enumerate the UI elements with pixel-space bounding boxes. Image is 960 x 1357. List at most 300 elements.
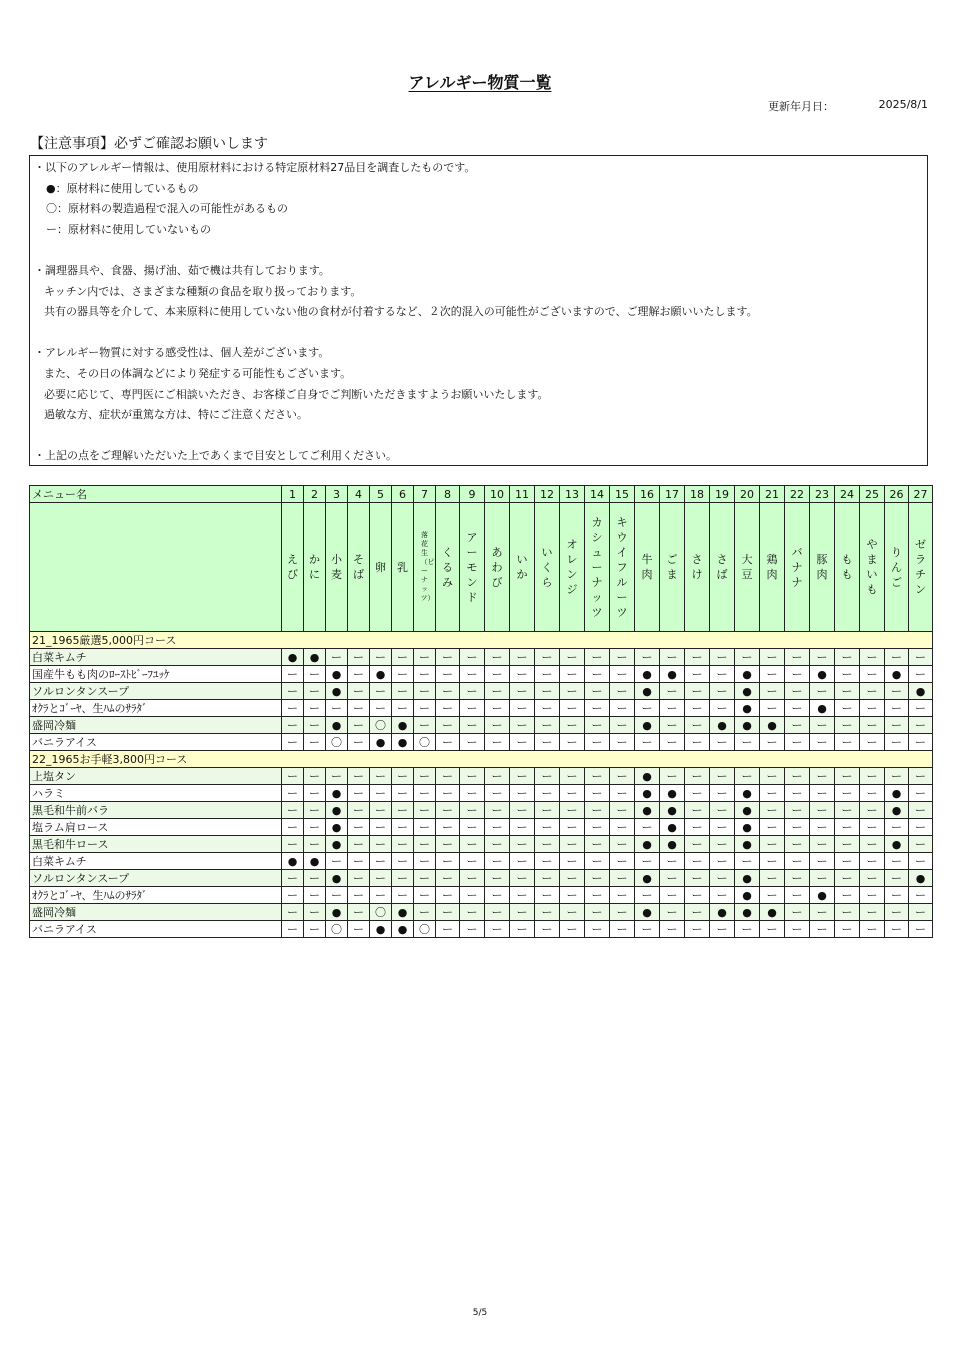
allergen-mark: ー [510, 921, 535, 938]
allergen-mark: ー [860, 649, 885, 666]
allergen-mark: ● [282, 649, 304, 666]
allergen-name-label: キウイフルーツ [616, 515, 628, 619]
allergen-name [282, 503, 304, 632]
allergen-mark: ー [485, 853, 510, 870]
allergen-number: 17 [660, 486, 685, 503]
allergen-mark: ー [460, 666, 485, 683]
allergen-mark: ー [810, 785, 835, 802]
allergen-mark: ー [710, 700, 735, 717]
allergen-mark: ー [885, 887, 909, 904]
allergen-mark: ー [304, 870, 326, 887]
allergen-name-label: 落花生（ピーナッツ） [420, 530, 435, 602]
allergen-mark: ー [785, 734, 810, 751]
allergen-mark: ー [560, 802, 585, 819]
allergen-mark: ー [348, 666, 370, 683]
allergen-mark: ー [326, 649, 348, 666]
allergen-mark: ー [585, 836, 610, 853]
allergen-mark: ー [560, 649, 585, 666]
allergen-mark: ー [909, 649, 933, 666]
allergen-mark: ● [735, 717, 760, 734]
allergen-name-label: くるみ [442, 545, 453, 589]
allergen-mark: ー [560, 819, 585, 836]
allergen-mark: ー [635, 819, 660, 836]
allergen-mark: ー [436, 666, 460, 683]
allergen-mark: ー [436, 904, 460, 921]
allergen-name [785, 503, 810, 632]
allergen-mark: ● [710, 904, 735, 921]
allergen-mark: ● [885, 836, 909, 853]
allergen-mark: ー [535, 785, 560, 802]
updated-label: 更新年月日： [768, 100, 834, 113]
allergen-mark: ー [909, 785, 933, 802]
allergen-name-label: ゼラチン [915, 538, 926, 596]
allergen-mark: ー [510, 785, 535, 802]
allergen-number: 9 [460, 486, 485, 503]
table-row [30, 734, 933, 751]
allergen-mark: 〇 [326, 734, 348, 751]
allergen-mark: ー [392, 887, 414, 904]
allergen-mark: ー [485, 921, 510, 938]
table-row [30, 853, 933, 870]
allergen-mark: ー [735, 768, 760, 785]
allergen-mark: ー [370, 853, 392, 870]
allergen-mark: ー [610, 700, 635, 717]
allergen-name [585, 503, 610, 632]
allergen-mark: ー [835, 887, 860, 904]
allergen-mark: ー [348, 904, 370, 921]
allergen-mark: ー [460, 717, 485, 734]
menu-name-header: メニュー名 [30, 486, 282, 503]
allergen-name-label: りんご [891, 545, 902, 589]
allergen-mark: ー [685, 717, 710, 734]
notice-line: ・調理器具や、食器、揚げ油、茹で機は共有しております。 [34, 264, 330, 277]
allergen-name [735, 503, 760, 632]
allergen-mark: ー [510, 870, 535, 887]
allergen-mark: ー [735, 734, 760, 751]
allergen-mark: ー [860, 785, 885, 802]
table-row [30, 887, 933, 904]
allergen-mark: ー [436, 700, 460, 717]
allergen-mark: ● [660, 666, 685, 683]
allergen-mark: ー [885, 921, 909, 938]
menu-item-name: 黒毛和牛ロース [30, 836, 282, 853]
allergen-mark: ● [635, 870, 660, 887]
allergen-mark: ● [760, 717, 785, 734]
notice-line: 〇：原材料の製造過程で混入の可能性があるもの [46, 202, 288, 216]
allergen-mark: 〇 [414, 921, 436, 938]
allergen-mark: 〇 [414, 734, 436, 751]
allergen-mark: 〇 [370, 904, 392, 921]
allergen-mark: ● [735, 887, 760, 904]
allergen-mark: ー [370, 785, 392, 802]
allergen-mark: ー [660, 683, 685, 700]
allergen-mark: ー [685, 921, 710, 938]
allergen-mark: ー [510, 836, 535, 853]
allergen-mark: ー [348, 734, 370, 751]
allergen-mark: ー [760, 921, 785, 938]
allergen-mark: ー [760, 802, 785, 819]
allergen-mark: ー [370, 700, 392, 717]
allergen-name-label: いか [516, 553, 528, 581]
allergen-mark: ー [560, 853, 585, 870]
allergen-mark: ー [610, 921, 635, 938]
allergen-mark: ー [282, 717, 304, 734]
allergen-mark: ー [710, 887, 735, 904]
allergen-mark: ● [370, 921, 392, 938]
allergen-mark: ー [560, 921, 585, 938]
allergen-number: 8 [436, 486, 460, 503]
table-row [30, 717, 933, 734]
allergen-mark: ● [810, 887, 835, 904]
allergen-name-label: もも [841, 553, 853, 581]
allergen-mark: ● [635, 836, 660, 853]
allergen-mark: ー [304, 836, 326, 853]
allergen-mark: ー [685, 785, 710, 802]
allergen-mark: ー [785, 870, 810, 887]
allergen-mark: ー [685, 836, 710, 853]
table-row [30, 683, 933, 700]
allergen-mark: ー [710, 683, 735, 700]
updated-value: 2025/8/1 [878, 98, 928, 111]
allergen-mark: ー [414, 904, 436, 921]
allergen-name-label: 乳 [397, 560, 408, 574]
allergen-number: 22 [785, 486, 810, 503]
allergen-mark: ー [610, 649, 635, 666]
allergen-mark: ー [835, 768, 860, 785]
allergen-mark: ー [485, 683, 510, 700]
allergen-mark: ● [635, 785, 660, 802]
allergen-mark: ー [585, 802, 610, 819]
allergen-mark: ● [326, 819, 348, 836]
allergen-name-label: アーモンド [466, 530, 478, 604]
allergen-mark: ー [909, 887, 933, 904]
allergen-mark: ー [436, 785, 460, 802]
allergen-mark: ー [610, 853, 635, 870]
allergen-mark: ● [735, 870, 760, 887]
allergen-mark: ー [685, 870, 710, 887]
menu-item-name: ｵｸﾗとｺﾞｰﾔ、生ﾊﾑのｻﾗﾀﾞ [30, 887, 282, 904]
allergen-mark: ー [835, 921, 860, 938]
allergen-mark: ー [860, 717, 885, 734]
allergen-mark: ー [436, 836, 460, 853]
allergen-mark: ー [860, 836, 885, 853]
allergen-mark: ー [760, 853, 785, 870]
table-row [30, 836, 933, 853]
allergen-mark: ー [610, 683, 635, 700]
allergen-mark: ー [585, 666, 610, 683]
allergen-mark: ー [585, 904, 610, 921]
menu-item-name: 国産牛もも肉のﾛｰｽﾄﾋﾞｰﾌﾕｯｹ [30, 666, 282, 683]
allergen-mark: ー [304, 904, 326, 921]
allergen-mark: ー [760, 649, 785, 666]
allergen-mark: ー [685, 700, 710, 717]
allergen-mark: ー [710, 853, 735, 870]
allergen-mark: ー [485, 717, 510, 734]
allergen-mark: ー [610, 870, 635, 887]
menu-item-name: 盛岡冷麺 [30, 717, 282, 734]
allergen-number: 14 [585, 486, 610, 503]
allergen-mark: ー [370, 836, 392, 853]
allergen-mark: ー [414, 717, 436, 734]
allergen-mark: ー [785, 717, 810, 734]
allergen-mark: ー [348, 683, 370, 700]
allergen-mark: ー [909, 904, 933, 921]
allergen-mark: ー [485, 649, 510, 666]
allergen-name-label: カシューナッツ [591, 515, 603, 619]
allergen-mark: ー [909, 836, 933, 853]
allergen-mark: ー [585, 819, 610, 836]
allergen-name-label: ごま [666, 553, 678, 581]
allergen-mark: ー [835, 785, 860, 802]
allergen-mark: ー [885, 717, 909, 734]
allergen-mark: ー [535, 904, 560, 921]
allergen-mark: ー [414, 785, 436, 802]
allergen-mark: ー [635, 700, 660, 717]
notice-box [29, 155, 928, 466]
allergen-mark: ー [909, 819, 933, 836]
allergen-mark: ー [885, 870, 909, 887]
course-name: 22_1965お手軽3,800円コース [30, 751, 933, 768]
allergen-name-label: 卵 [375, 560, 386, 574]
allergen-number: 6 [392, 486, 414, 503]
allergen-mark: ー [710, 819, 735, 836]
allergen-name [348, 503, 370, 632]
allergen-mark: ー [785, 904, 810, 921]
allergen-mark: ー [885, 853, 909, 870]
notice-line: 必要に応じて、専門医にご相談いただき、お客様ご自身でご判断いただきますようお願いいたします。 [44, 387, 549, 401]
allergen-mark: ー [460, 853, 485, 870]
allergen-mark: ー [348, 649, 370, 666]
allergen-number: 26 [885, 486, 909, 503]
allergen-mark: ● [885, 785, 909, 802]
allergen-mark: ー [392, 853, 414, 870]
allergen-mark: ー [535, 870, 560, 887]
allergen-mark: ● [326, 802, 348, 819]
allergen-mark: ● [326, 666, 348, 683]
allergen-mark: ● [326, 717, 348, 734]
allergen-name [392, 503, 414, 632]
allergen-mark: ー [785, 802, 810, 819]
allergen-mark: ー [585, 853, 610, 870]
menu-item-name: ハラミ [30, 785, 282, 802]
allergen-name [660, 503, 685, 632]
allergen-mark: ー [760, 870, 785, 887]
notice-line: ・アレルギー物質に対する感受性は、個人差がございます。 [34, 346, 330, 360]
table-row [30, 904, 933, 921]
allergen-mark: ー [835, 819, 860, 836]
allergen-mark: ー [835, 802, 860, 819]
allergen-mark: ー [535, 836, 560, 853]
allergen-name [885, 503, 909, 632]
allergen-name [635, 503, 660, 632]
allergen-name [535, 503, 560, 632]
allergen-mark: ー [304, 717, 326, 734]
allergen-mark: ー [710, 649, 735, 666]
allergen-mark: ー [710, 836, 735, 853]
allergen-mark: ー [860, 768, 885, 785]
allergen-number: 11 [510, 486, 535, 503]
document-title: アレルギー物質一覧 [408, 73, 552, 92]
allergen-mark: ー [660, 921, 685, 938]
allergen-number: 4 [348, 486, 370, 503]
notice-line: ・以下のアレルギー情報は、使用原材料における特定原材料27品目を調査したものです。 [34, 161, 476, 174]
allergen-name-label: 大豆 [741, 553, 753, 581]
allergen-mark: ー [392, 666, 414, 683]
allergen-mark: ー [414, 819, 436, 836]
allergen-mark: ー [585, 717, 610, 734]
allergen-mark: ● [885, 666, 909, 683]
allergen-number: 21 [760, 486, 785, 503]
allergen-mark: ー [392, 836, 414, 853]
allergen-mark: ー [585, 649, 610, 666]
allergen-mark: ー [635, 887, 660, 904]
table-row [30, 870, 933, 887]
allergen-mark: ー [685, 887, 710, 904]
allergen-mark: ● [282, 853, 304, 870]
allergen-mark: ー [436, 734, 460, 751]
allergen-mark: ー [535, 887, 560, 904]
allergen-mark: ー [282, 785, 304, 802]
allergen-mark: ー [348, 768, 370, 785]
allergen-mark: ● [635, 904, 660, 921]
allergen-mark: ー [610, 802, 635, 819]
allergen-name [685, 503, 710, 632]
allergen-mark: ー [414, 768, 436, 785]
allergen-name-label: 鶏肉 [766, 553, 778, 581]
allergen-mark: ー [760, 700, 785, 717]
allergen-mark: ー [860, 870, 885, 887]
allergen-mark: ー [635, 921, 660, 938]
allergen-mark: ー [392, 870, 414, 887]
allergen-mark: ー [785, 700, 810, 717]
allergen-mark: ー [510, 666, 535, 683]
allergen-mark: ー [660, 700, 685, 717]
allergen-mark: ー [535, 768, 560, 785]
allergen-mark: ー [535, 666, 560, 683]
allergen-number: 10 [485, 486, 510, 503]
allergen-mark: ー [685, 904, 710, 921]
allergen-mark: ー [885, 734, 909, 751]
allergen-mark: ー [460, 887, 485, 904]
allergen-number: 2 [304, 486, 326, 503]
allergen-mark: ー [535, 853, 560, 870]
allergen-mark: ー [685, 649, 710, 666]
allergen-number: 1 [282, 486, 304, 503]
allergen-mark: ● [370, 734, 392, 751]
menu-item-name: 白菜キムチ [30, 853, 282, 870]
menu-item-name: ソルロンタンスープ [30, 683, 282, 700]
allergen-mark: ー [282, 921, 304, 938]
allergen-mark: ● [635, 666, 660, 683]
allergen-mark: ー [735, 921, 760, 938]
allergen-mark: ー [535, 700, 560, 717]
allergen-mark: ー [635, 734, 660, 751]
allergen-mark: ● [735, 700, 760, 717]
allergen-mark: ー [909, 921, 933, 938]
allergen-mark: ー [436, 870, 460, 887]
allergen-mark: ー [860, 853, 885, 870]
allergen-mark: ー [510, 853, 535, 870]
allergen-mark: ー [610, 904, 635, 921]
notice-line: 過敏な方、症状が重篤な方は、特にご注意ください。 [44, 408, 308, 422]
allergen-mark: ー [785, 836, 810, 853]
allergen-mark: ー [585, 887, 610, 904]
allergen-mark: ー [304, 768, 326, 785]
allergen-mark: ー [760, 887, 785, 904]
allergen-number: 5 [370, 486, 392, 503]
allergen-mark: ー [348, 921, 370, 938]
allergen-number: 19 [710, 486, 735, 503]
allergen-mark: ー [560, 785, 585, 802]
allergen-mark: ー [585, 785, 610, 802]
allergen-mark: ー [685, 768, 710, 785]
notice-line: また、その日の体調などにより発症する可能性もございます。 [44, 367, 352, 380]
allergen-mark: ー [760, 666, 785, 683]
allergen-mark: ー [304, 921, 326, 938]
allergen-mark: ー [392, 768, 414, 785]
allergen-mark: ー [510, 904, 535, 921]
allergen-mark: ー [909, 717, 933, 734]
allergen-mark: ー [660, 904, 685, 921]
allergen-mark: ー [860, 819, 885, 836]
allergen-number: 20 [735, 486, 760, 503]
allergen-mark: ー [392, 802, 414, 819]
allergen-mark: ー [835, 836, 860, 853]
allergen-mark: ー [282, 870, 304, 887]
allergen-mark: ー [660, 649, 685, 666]
allergen-name-label: あわび [491, 545, 503, 589]
allergen-mark: ー [485, 666, 510, 683]
allergen-name [326, 503, 348, 632]
allergen-name [436, 503, 460, 632]
allergen-mark: ● [635, 802, 660, 819]
allergen-mark: ● [735, 904, 760, 921]
allergen-mark: 〇 [326, 921, 348, 938]
allergen-mark: ー [810, 734, 835, 751]
allergen-mark: ー [909, 802, 933, 819]
allergen-mark: ー [885, 768, 909, 785]
allergen-mark: ー [735, 853, 760, 870]
allergen-mark: ー [510, 683, 535, 700]
allergen-mark: ー [760, 768, 785, 785]
allergen-mark: ● [660, 836, 685, 853]
allergen-mark: ● [326, 904, 348, 921]
allergen-mark: ー [585, 683, 610, 700]
table-row [30, 921, 933, 938]
allergen-mark: ー [860, 921, 885, 938]
allergen-name-label: さけ [691, 553, 703, 581]
allergen-mark: ー [414, 802, 436, 819]
allergen-mark: ー [710, 734, 735, 751]
allergen-mark: ー [436, 802, 460, 819]
allergen-mark: ー [348, 887, 370, 904]
allergen-mark: ー [460, 802, 485, 819]
allergen-mark: ー [282, 819, 304, 836]
page-number: 5/5 [472, 1308, 488, 1318]
allergen-mark: ー [460, 683, 485, 700]
allergen-mark: ー [510, 734, 535, 751]
allergen-mark: ー [510, 768, 535, 785]
menu-item-name: ソルロンタンスープ [30, 870, 282, 887]
allergen-mark: ー [485, 802, 510, 819]
allergen-mark: ー [348, 853, 370, 870]
allergen-mark: ● [735, 683, 760, 700]
allergen-mark: ー [610, 717, 635, 734]
allergen-number: 3 [326, 486, 348, 503]
allergen-mark: ー [810, 683, 835, 700]
allergen-mark: ー [370, 870, 392, 887]
allergen-name [560, 503, 585, 632]
